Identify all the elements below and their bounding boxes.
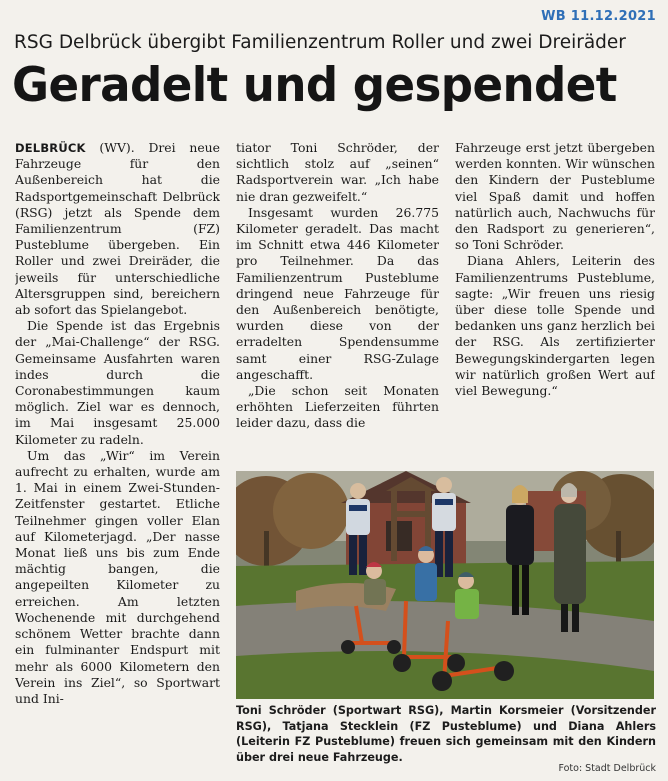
lead-paragraph (15, 140, 220, 318)
headline: Geradelt und gespendet (12, 58, 617, 113)
article-column-1 (15, 140, 220, 780)
paragraph: Diana Ahlers, Leiterin des Familienzentrums Pusteblume, sagte: „Wir freuen uns riesig über diese tolle Spende und bedanken uns ganz herzlich bei der RSG. Als zertifizierter Bewegungskindergarten legen wir natürlich großen Wert auf viel Bewegung.“ (455, 253, 655, 399)
kicker: RSG Delbrück übergibt Familienzentrum Roller und zwei Dreiräder (14, 32, 626, 53)
article-column-3 (455, 140, 655, 466)
dateline: WB 11.12.2021 (541, 9, 656, 24)
article-photo (236, 471, 654, 699)
paragraph: Insgesamt wurden 26.775 Kilometer geradelt. Das macht im Schnitt etwa 446 Kilometer pro Teilnehmer. Da das Familienzentrum Pusteblume dringend neue Fahrzeuge für den Außenbereich benötigte, wurden diese von der erradelten Spendensumme samt einer RSG-Zulage angeschafft. (236, 204, 439, 382)
photo-illustration (236, 471, 654, 699)
paragraph: Fahrzeuge erst jetzt übergeben werden konnten. Wir wünschen den Kindern der Pusteblume viel Spaß damit und hoffen natürlich auch, Nachwuchs für den Radsport zu generieren“, so Toni Schröder. (455, 140, 655, 253)
article-column-2 (236, 140, 439, 466)
paragraph: Um das „Wir“ im Verein aufrecht zu erhalten, wurde am 1. Mai in einem Zwei-Stunden-Zeitfenster gestartet. Etliche Teilnehmer gingen voller Elan auf Kilometerjagd. „Der nasse Monat ließ uns bis zum Ende mächtig bangen, die angepeilten Kilometer zu erreichen. Am letzten Wochenende mit durchgehend schönem Wetter brachte dann ein fulminanter Endspurt mit mehr als 6000 Kilometern den Verein ins Ziel“, so Sportwart und Ini- (15, 447, 220, 706)
paragraph: tiator Toni Schröder, der sichtlich stolz auf „seinen“ Radsportverein war. „Ich habe nie dran gezweifelt.“ (236, 140, 439, 204)
placeline: DELBRÜCK (15, 141, 86, 155)
lead-text: (WV). Drei neue Fahrzeuge für den Außenbereich hat die Radsportgemeinschaft Delbrück (RSG) jetzt als Spende dem Familienzentrum (FZ) Pusteblume übergeben. Ein Roller und zwei Dreiräder, die jeweils für unterschiedliche Altersgruppen sind, bereichern ab sofort das Spielangebot. (15, 140, 220, 318)
photo-caption: Toni Schröder (Sportwart RSG), Martin Korsmeier (Vorsitzender RSG), Tatjana Stecklein (FZ Pusteblume) und Diana Ahlers (Leiterin FZ Pusteblume) freuen sich gemeinsam mit den Kindern über drei neue Fahrzeuge. (236, 704, 656, 764)
paragraph: „Die schon seit Monaten erhöhten Lieferzeiten führten leider dazu, dass die (236, 383, 439, 431)
paragraph: Die Spende ist das Ergebnis der „Mai-Challenge“ der RSG. Gemeinsame Ausfahrten waren indes durch die Coronabestimmungen kaum möglich. Ziel war es dennoch, im Mai insgesamt 25.000 Kilometer zu radeln. (15, 318, 220, 447)
photo-credit: Foto: Stadt Delbrück (558, 763, 656, 774)
